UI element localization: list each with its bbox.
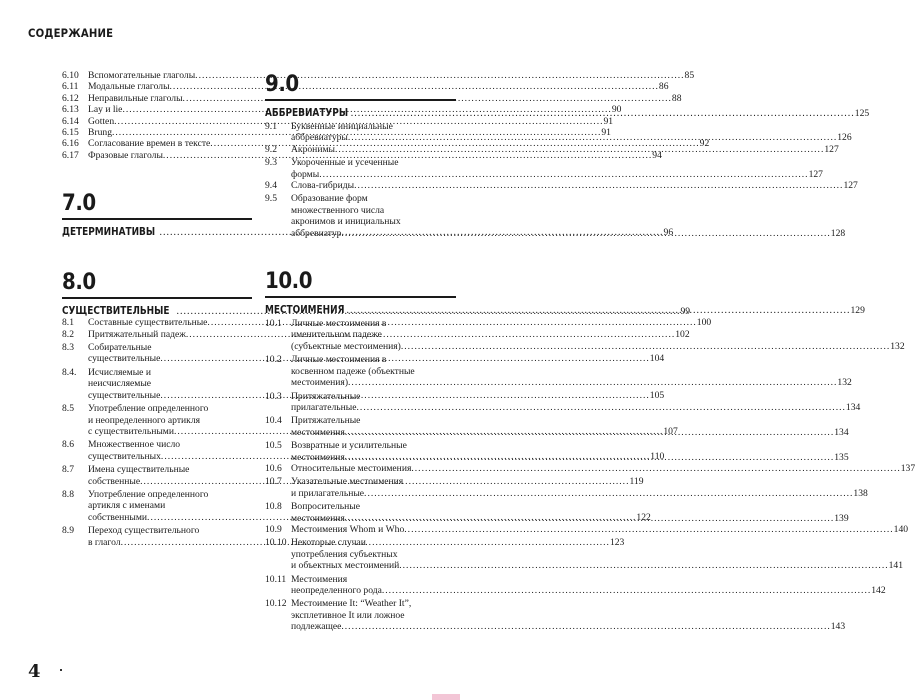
toc-entry-page: 88 [671,92,682,104]
toc-entry-label: и прилагательные [291,487,365,499]
toc-entry-label: и объектных местоимений [291,560,400,572]
toc-entry-number: 10.7 [265,476,282,488]
toc-entry-label: формы [291,168,320,180]
toc-entry-label: Некоторые случаи [291,537,366,549]
toc-entry-label: Личные местоимения в [291,354,387,366]
toc-entry-label: и неопределенного артикля [88,414,201,426]
toc-entry-label: Притяжательные [291,415,361,427]
toc-entry-text [291,501,849,524]
toc-entry-number: 10.6 [265,462,282,474]
toc-entry-page: 100 [696,317,712,329]
toc-entry-text [291,318,905,352]
toc-entry-label: прилагательные [291,401,357,413]
toc-entry-page: 141 [888,560,904,572]
toc-entry-label: с существительными [88,425,174,437]
toc-entry-label: Указательные местоимения [291,476,404,488]
toc-entry-page: 138 [853,487,868,499]
toc-entry-label: Согласование времен в тексте [88,138,211,150]
toc-entry-text [291,354,852,388]
toc-entry-text [291,193,845,239]
toc-entry-page: 127 [824,143,839,155]
toc-entry-label: множественного числа [291,204,385,216]
toc-entry-text [291,598,845,632]
toc-entry-page: 132 [837,377,852,389]
toc-entry-label: Модальные глаголы [88,81,170,93]
toc-entry[interactable] [62,81,669,93]
section-8-rule [62,297,252,299]
toc-entry-page: 137 [900,462,915,474]
toc-entry-text [291,144,839,155]
toc-entry-number: 10.12 [265,598,287,610]
toc-entry-label: Lay и lie [88,104,123,116]
toc-entry-number: 9.4 [265,180,277,192]
toc-entry-label: местоимения [291,451,345,463]
section-7-page: 96 [663,227,674,239]
toc-entry-page: 127 [843,180,858,192]
section-9-page: 125 [854,108,870,119]
toc-entry-label: местоимения [291,426,345,438]
toc-entry-page: 86 [658,81,669,93]
section-7-title: ДЕТЕРМИНАТИВЫ [62,226,156,239]
toc-entry-label: Слова-гибриды [291,180,355,192]
toc-entry-number: 8.7 [62,464,74,476]
toc-entry-label: аббревиатур [291,227,342,239]
section-10-page: 129 [850,305,865,317]
decorative-dot [60,669,62,671]
toc-entry-number: 10.8 [265,501,282,513]
toc-entry-page: 126 [837,132,852,144]
toc-entry-label: Переход существительного [88,525,200,537]
toc-entry-number: 6.10 [62,70,79,81]
toc-entry-page: 102 [675,328,690,340]
toc-entry-number: 9.1 [265,121,277,132]
toc-entry-text [291,180,858,191]
section-10-title: МЕСТОИМЕНИЯ [265,304,345,317]
toc-entry-label: Буквенные инициальные [291,121,393,132]
toc-entry-text [291,574,886,597]
toc-entry-page: 90 [611,104,622,116]
toc-entry-label: Притяжательный падеж [88,328,186,340]
toc-entry-text [291,415,849,438]
toc-entry-label: Вспомогательные глаголы [88,70,196,81]
toc-entry-page: 85 [684,70,695,81]
section-9-number: 9.0 [265,72,299,97]
toc-entry-page: 140 [893,523,909,535]
toc-entry-number: 10.10 [265,537,287,549]
page-header-title: СОДЕРЖАНИЕ [28,26,114,40]
toc-entry-number: 10.1 [265,318,282,330]
toc-entry-page: 119 [629,475,644,487]
toc-entry-label: артикля с именами [88,500,166,512]
toc-entry-number: 8.1 [62,317,74,329]
toc-entry-label: Составные существительные [88,317,208,329]
section-8-page: 99 [680,306,691,318]
section-7-number: 7.0 [62,191,96,217]
toc-entry-label: именительном падеже [291,329,382,341]
toc-entry-page: 135 [834,451,849,463]
toc-entry[interactable] [62,70,695,81]
toc-entry-number: 8.8 [62,488,74,500]
toc-entry-label: Brung [88,127,112,139]
toc-entry-number: 9.2 [265,143,277,155]
toc-entry-label: Вопросительные [291,501,361,513]
toc-entry-page: 91 [603,115,614,127]
toc-entry[interactable] [265,573,886,597]
toc-entry-page: 134 [845,401,861,413]
toc-entry-number: 10.3 [265,390,282,402]
toc-entry-label: собственными [88,511,148,523]
toc-entry-label: неопределенного рода [291,585,382,596]
toc-entry-label: Личные местоимения в [291,318,387,330]
toc-entry-page: 132 [890,340,905,352]
toc-entry-label: Множественное число [88,439,181,451]
toc-entry-label: Местоимения [291,573,348,585]
toc-entry-label: Относительные местоимения [291,462,412,474]
toc-entry-number: 6.12 [62,92,79,104]
toc-entry-number: 6.17 [62,149,79,161]
toc-entry[interactable] [265,598,846,633]
toc-entry-label: Фразовые глаголы [88,149,163,161]
toc-entry-label: Исчисляемые и [88,366,151,378]
toc-entry-number: 10.4 [265,415,282,427]
toc-entry-number: 8.9 [62,525,74,537]
toc-entry-label: в глагол [88,536,121,548]
section-9-rule [265,99,456,101]
toc-entry-label: Собирательные [88,342,152,354]
toc-entry-text [291,157,823,180]
toc-entry-page: 139 [834,512,849,524]
toc-entry-number: 8.5 [62,403,74,415]
toc-entry-page: 122 [636,511,651,523]
toc-entry-label: существительные [88,389,161,401]
toc-entry-label: эксплетивное It или ложное [291,609,405,621]
toc-entry-text [291,391,860,414]
toc-entry-page: 104 [649,353,665,365]
toc-entry-text [291,476,868,499]
toc-entry-label: существительных [88,450,161,462]
section-7-rule [62,218,252,220]
toc-entry-label: существительные [88,353,161,365]
toc-entry-number: 9.5 [265,193,277,205]
toc-entry-label: употребления субъектных [291,548,398,560]
toc-entry[interactable] [265,523,909,535]
toc-entry-number: 6.14 [62,115,79,127]
toc-entry-page: 128 [830,227,846,239]
toc-entry-page: 110 [650,450,665,462]
section-10-number: 10.0 [265,269,313,295]
toc-entry-number: 9.3 [265,157,277,169]
toc-entry-label: Gotten [88,115,115,127]
page-number: 4 [28,661,41,682]
toc-entry-number: 10.11 [265,573,287,585]
toc-entry-page: 123 [609,536,625,548]
toc-entry-page: 107 [663,425,678,437]
toc-entry-label: Возвратные и усилительные [291,440,407,452]
toc-entry-page: 92 [699,138,710,150]
toc-entry-page: 142 [871,585,886,596]
section-8-title: СУЩЕСТВИТЕЛЬНЫЕ [62,305,170,318]
toc-entry-page: 91 [601,127,611,139]
section-8-number: 8.0 [62,270,96,296]
toc-entry[interactable] [265,462,915,474]
toc-entry-text [291,537,903,571]
toc-entry-label: акронимов и инициальных [291,216,401,228]
toc-entry[interactable] [265,180,858,192]
section-10-rule [265,296,456,298]
toc-entry-label: Притяжательные [291,390,361,402]
toc-entry-label: собственные [88,475,141,487]
toc-entry-label: местоимения) [291,377,349,389]
toc-entry[interactable] [265,157,823,180]
toc-entry-label: Местоимения Whom и Who [291,523,405,535]
toc-entry-number: 8.2 [62,328,74,340]
toc-entry-label: Укороченные и усеченные [291,157,399,169]
toc-entry-label: подлежащее [291,621,342,633]
toc-entry-number: 8.3 [62,342,74,354]
toc-entry-label: Образование форм [291,193,368,205]
toc-entry-label: Употребление определенного [88,403,209,415]
toc-entry-number: 10.2 [265,354,282,366]
toc-entry-text [291,524,908,535]
toc-entry-label: аббревиатуры [291,132,348,144]
toc-entry-number: 6.13 [62,104,79,116]
toc-entry-label: Местоимение It: “Weather It”, [291,598,412,610]
toc-entry-text [291,463,915,474]
toc-entry-number: 10.9 [265,523,282,535]
toc-entry-page: 134 [834,426,849,438]
toc-entry-page: 143 [830,621,846,633]
toc-entry-text [291,121,852,144]
toc-entry-text [291,440,849,463]
toc-entry-number: 6.11 [62,81,79,93]
toc-entry-page: 94 [652,149,662,161]
toc-entry-number: 10.5 [265,440,282,452]
toc-entry[interactable] [62,92,682,104]
toc-entry-number: 6.15 [62,127,79,139]
toc-entry-label: (субъектные местоимения) [291,340,401,352]
toc-entry-label: косвенном падеже (объектные [291,365,415,377]
toc-entry-number: 6.16 [62,138,79,150]
toc-entry-page: 127 [808,168,823,180]
section-9-title: АББРЕВИАТУРЫ [265,107,349,119]
toc-entry-number: 8.4. [62,366,77,378]
toc-entry-number: 8.6 [62,439,74,451]
toc-entry-label: Акронимы [291,143,335,155]
toc-entry-page: 105 [649,389,665,401]
toc-entry-label: Неправильные глаголы [88,92,183,104]
color-tab-mark [432,694,460,700]
toc-entry-label: неисчисляемые [88,378,152,390]
toc-entry-label: местоимения [291,512,345,524]
toc-entry-label: Имена существительные [88,464,190,476]
toc-entry-label: Употребление определенного [88,488,209,500]
